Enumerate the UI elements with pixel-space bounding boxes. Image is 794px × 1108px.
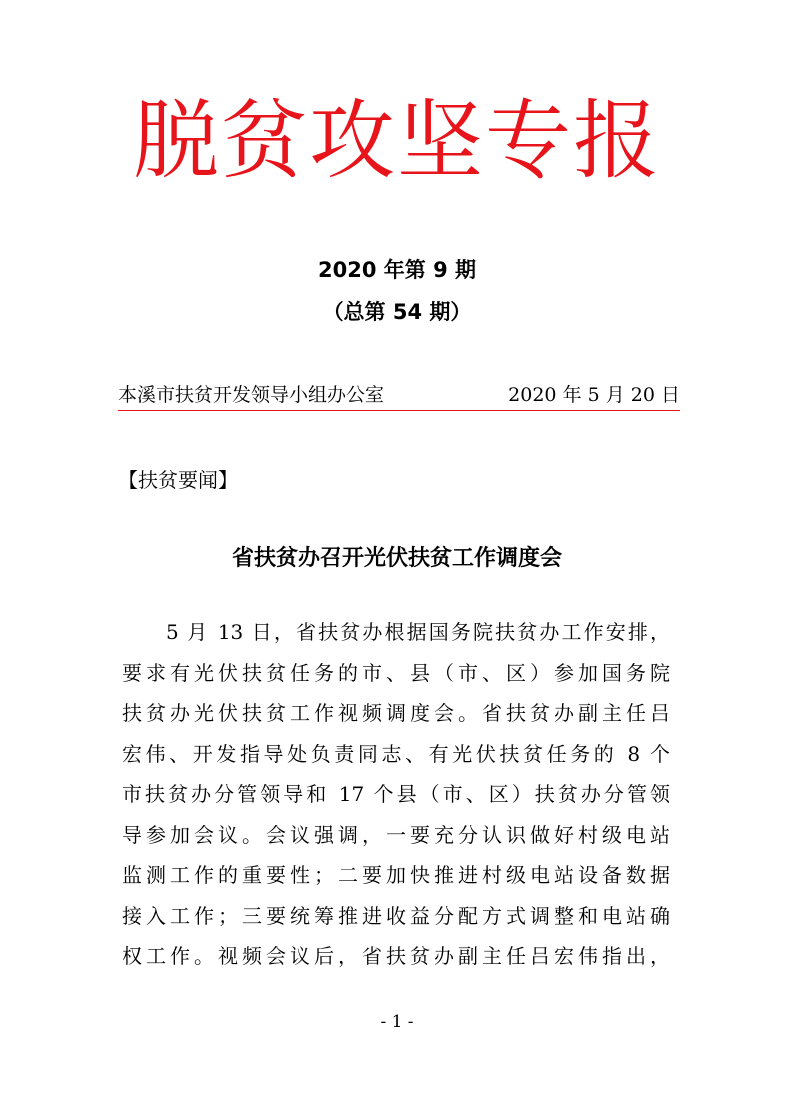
masthead-title: 脱贫攻坚专报	[133, 91, 661, 191]
article-body	[122, 612, 670, 977]
body-line: 导参加会议。会议强调，一要充分认识做好村级电站	[122, 822, 670, 847]
body-line: 接入工作；三要统筹推进收益分配方式调整和电站确	[122, 903, 670, 928]
body-line: 5 月 13 日，省扶贫办根据国务院扶贫办工作安排，	[166, 620, 670, 644]
red-divider	[118, 410, 680, 411]
issuer-name: 本溪市扶贫开发领导小组办公室	[118, 384, 385, 406]
issue-date: 2020 年 5 月 20 日	[508, 384, 680, 406]
body-line: 宏伟、开发指导处负责同志、有光伏扶贫任务的 8 个	[122, 741, 670, 766]
body-line: 市扶贫办分管领导和 17 个县（市、区）扶贫办分管领	[122, 782, 670, 806]
article-headline: 省扶贫办召开光伏扶贫工作调度会	[231, 546, 562, 571]
body-line: 权工作。视频会议后，省扶贫办副主任吕宏伟指出，	[122, 944, 670, 968]
page-number: - 1 -	[380, 1012, 414, 1032]
issuer-row	[118, 380, 680, 410]
total-issue-number: （总第 54 期）	[322, 300, 472, 324]
issue-number: 2020 年第 9 期	[318, 258, 476, 282]
body-line: 要求有光伏扶贫任务的市、县（市、区）参加国务院	[122, 660, 670, 685]
body-line: 扶贫办光伏扶贫工作视频调度会。省扶贫办副主任吕	[122, 701, 670, 725]
body-line: 监测工作的重要性；二要加快推进村级电站设备数据	[122, 863, 670, 887]
section-tag: 【扶贫要闻】	[118, 468, 238, 492]
